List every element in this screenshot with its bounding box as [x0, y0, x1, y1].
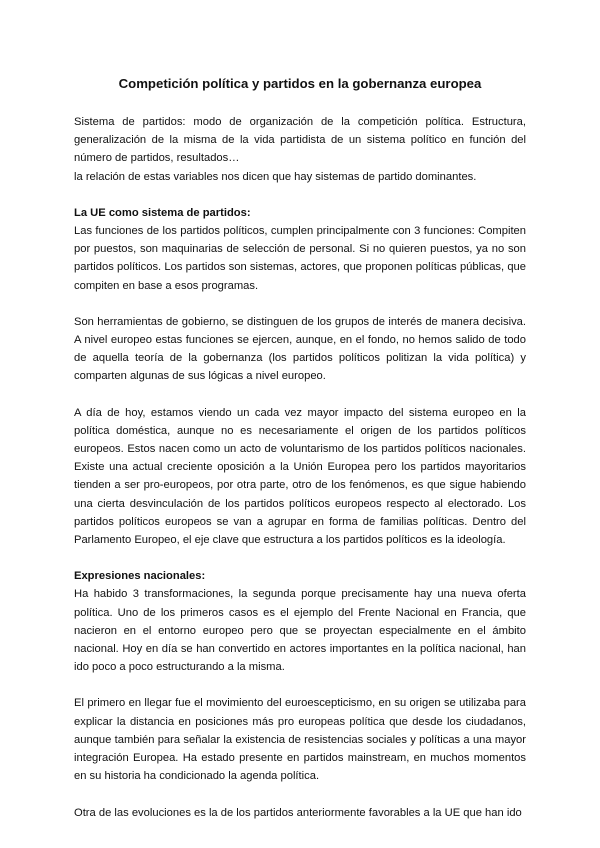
- section-heading-nacionales: Expresiones nacionales:: [74, 570, 206, 583]
- spacer: [74, 186, 526, 204]
- paragraph-impacto: A día de hoy, estamos viendo un cada vez mayor impacto del sistema europeo en la política doméstica, aunque no es necesariamente el origen de los partidos políticos europeos. Estos nacen como un acto de voluntarismo de los partidos políticos nacionales. Existe una actual creciente oposición a la Unión Europea pero los partidos mayoritarios tienden a ser pro-europeos, por otra parte, otro de los fenómenos, es que sigue habiendo una cierta desvinculación de los partidos políticos europeos respecto al electorado. Los partidos políticos europeos se van a agrupar en forma de familias políticas. Dentro del Parlamento Europeo, el eje clave que estructura a los partidos políticos es la ideología.: [74, 406, 526, 547]
- intro-paragraph: Sistema de partidos: modo de organización de la competición política. Estructura, generalización de la misma de la vida partidista de un sistema político en función del número de partidos, resultados…: [74, 116, 526, 165]
- spacer: [74, 786, 526, 804]
- section-heading-ue: La UE como sistema de partidos:: [74, 206, 251, 219]
- spacer: [74, 676, 526, 694]
- spacer: [74, 549, 526, 567]
- intro-paragraph-continuation: la relación de estas variables nos dicen que hay sistemas de partido dominantes.: [74, 170, 477, 183]
- paragraph-transformaciones: Ha habido 3 transformaciones, la segunda porque precisamente hay una nueva oferta política. Uno de los primeros casos es el ejemplo del Frente Nacional en Francia, que nacieron en el entorno europeo pero que se proyectan especialmente en el ámbito nacional. Hoy en día se han convertido en actores importantes en la política nacional, han ido poco a poco estructurando a la misma.: [74, 588, 526, 674]
- spacer: [74, 386, 526, 404]
- spacer: [74, 295, 526, 313]
- document-title: Competición política y partidos en la gobernanza europea: [118, 76, 482, 91]
- paragraph-evoluciones: Otra de las evoluciones es la de los partidos anteriormente favorables a la UE que han ido: [74, 806, 522, 819]
- paragraph-funciones: Las funciones de los partidos políticos, cumplen principalmente con 3 funciones: Compiten por puestos, son maquinarias de selección de personal. Si no quieren puestos, ya no son partidos políticos. Los partidos son sistemas, actores, que proponen políticas públicas, que compiten en base a esos programas.: [74, 225, 526, 292]
- paragraph-euroescepticismo: El primero en llegar fue el movimiento del euroescepticismo, en su origen se utilizaba para explicar la distancia en posiciones más pro europeas política que desde los ciudadanos, aunque también para señalar la existencia de resistencias sociales y políticas a una mayor integración Europea. Ha estado presente en partidos mainstream, en muchos momentos en su historia ha condicionado la agenda política.: [74, 697, 526, 783]
- paragraph-herramientas: Son herramientas de gobierno, se distinguen de los grupos de interés de manera decisiva. A nivel europeo estas funciones se ejercen, aunque, en el fondo, no hemos salido de todo de aquella teoría de la gobernanza (los partidos políticos politizan la vida política) y comparten algunas de sus lógicas a nivel europeo.: [74, 315, 526, 383]
